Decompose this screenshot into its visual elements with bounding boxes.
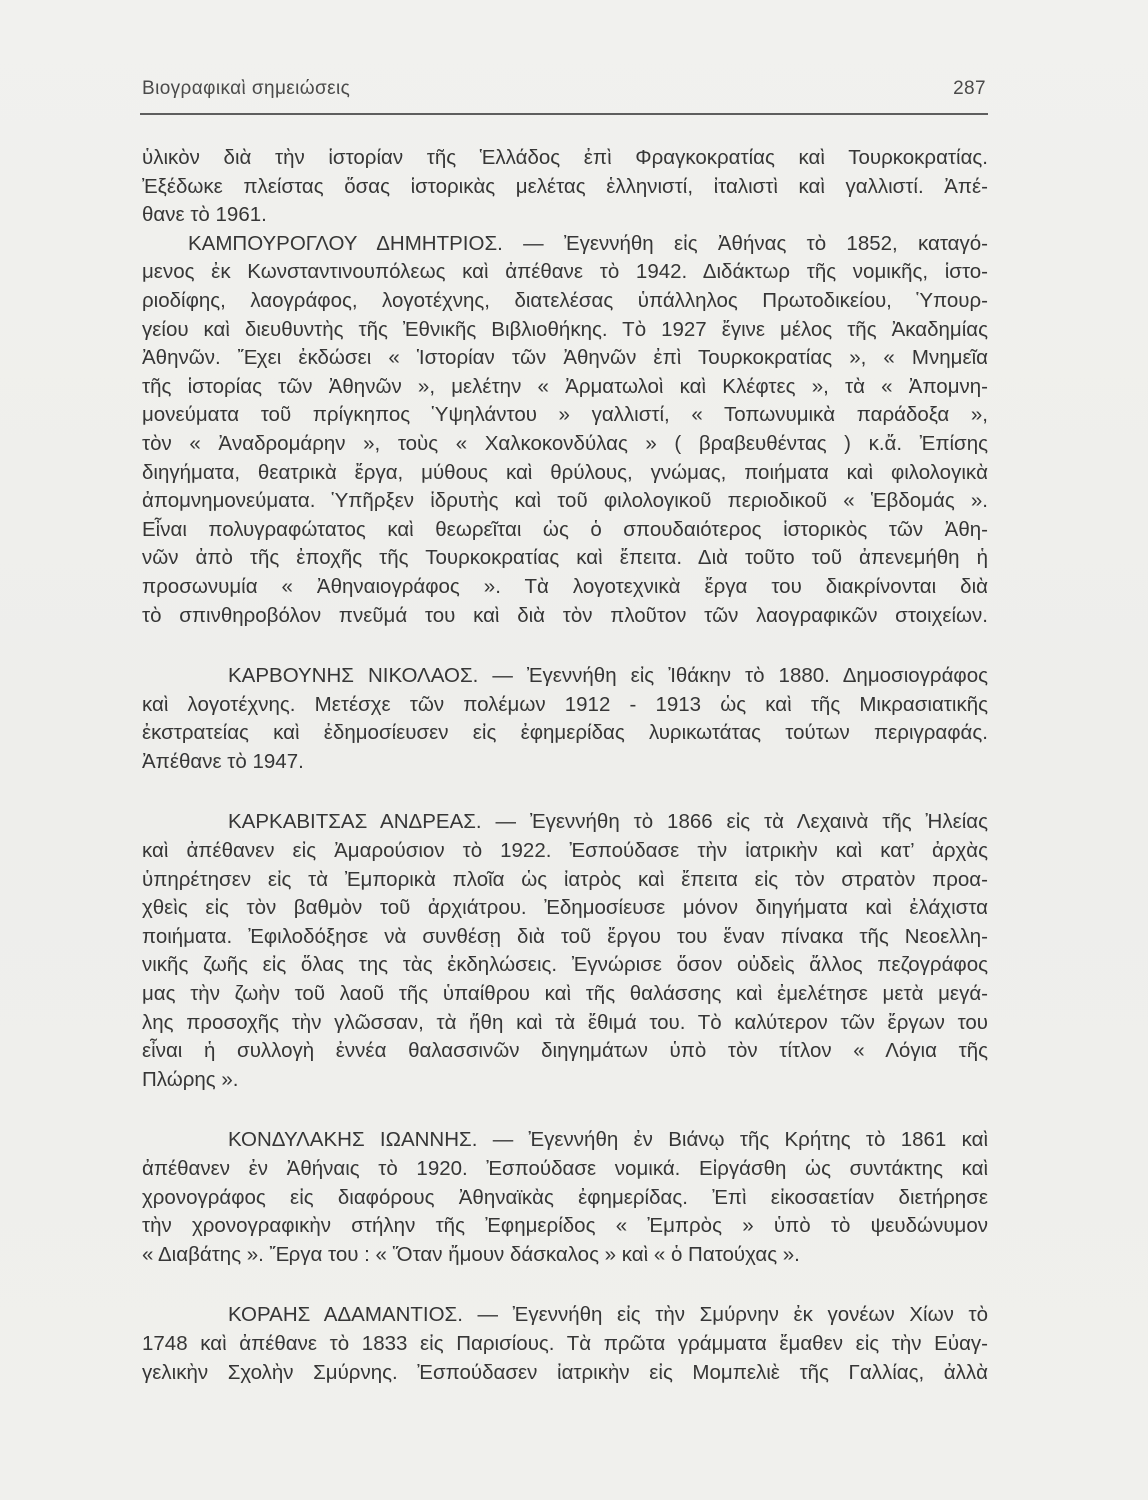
text-line: ὑλικὸν διὰ τὴν ἱστορίαν τῆς Ἑλλάδος ἐπὶ Φραγκοκρατίας καὶ Τουρκοκρατίας.: [142, 146, 988, 169]
page-number: 287: [953, 78, 986, 99]
biography-entry: [142, 662, 988, 776]
running-header: [142, 76, 988, 102]
entry-name: ΚΑΜΠΟΥΡΟΓΛΟΥ ΔΗΜΗΤΡΙΟΣ.: [188, 231, 503, 255]
text-line: [142, 808, 988, 837]
text-line: Πλώρης ».: [142, 1067, 239, 1091]
text-line-rest: — Ἐγεννήθη εἰς Ἰθάκην τὸ 1880. Δημοσιογράφος: [492, 664, 988, 688]
text-line: ὑπηρέτησεν εἰς τὰ Ἐμπορικὰ πλοῖα ὡς ἰατρὸς καὶ ἔπειτα εἰς τὸν στρατὸν προα-: [142, 867, 988, 891]
entry-name: ΚΟΝΔΥΛΑΚΗΣ ΙΩΑΝΝΗΣ.: [228, 1128, 478, 1152]
text-line: [142, 1126, 988, 1155]
text-line: « Διαβάτης ». Ἔργα του : « Ὅταν ἤμουν δάσκαλος » καὶ « ὁ Πατούχας ».: [142, 1242, 800, 1266]
text-line: γείου καὶ διευθυντὴς τῆς Ἐθνικῆς Βιβλιοθήκης. Τὸ 1927 ἔγινε μέλος τῆς Ἀκαδημίας: [142, 317, 988, 341]
text-line: μονεύματα τοῦ πρίγκηπος Ὑψηλάντου » γαλλιστί, « Τοπωνυμικὰ παράδοξα »,: [142, 403, 988, 427]
text-line: Ἐξέδωκε πλείστας ὅσας ἱστορικὰς μελέτας ἑλληνιστί, ἰταλιστὶ καὶ γαλλιστί. Ἀπέ-: [142, 174, 988, 198]
text-line: [142, 230, 988, 259]
text-line: τὸ σπινθηροβόλον πνεῦμά του καὶ διὰ τὸν πλοῦτον τῶν λαογραφικῶν στοιχείων.: [142, 603, 988, 627]
text-line: χθεὶς εἰς τὸν βαθμὸν τοῦ ἀρχιάτρου. Ἐδημοσίευσε μόνον διηγήματα καὶ ἐλάχιστα: [142, 896, 988, 920]
text-line: Ἀπέθανε τὸ 1947.: [142, 749, 304, 773]
text-line: χρονογράφος εἰς διαφόρους Ἀθηναϊκὰς ἐφημερίδας. Ἐπὶ εἰκοσαετίαν διετήρησε: [142, 1185, 988, 1209]
text-line: Ἀθηνῶν. Ἔχει ἐκδώσει « Ἱστορίαν τῶν Ἀθηνῶν ἐπὶ Τουρκοκρατίας », « Μνημεῖα: [142, 346, 988, 370]
text-line: μας τὴν ζωὴν τοῦ λαοῦ τῆς ὑπαίθρου καὶ τῆς θαλάσσης καὶ ἐμελέτησε μετὰ μεγά-: [142, 982, 988, 1006]
text-line-rest: — Ἐγεννήθη ἐν Βιάνῳ τῆς Κρήτης τὸ 1861 καὶ: [492, 1128, 988, 1152]
text-line: μενος ἐκ Κωνσταντινουπόλεως καὶ ἀπέθανε τὸ 1942. Διδάκτωρ τῆς νομικῆς, ἱστο-: [142, 260, 988, 284]
text-line: προσωνυμία « Ἀθηναιογράφος ». Τὰ λογοτεχνικὰ ἔργα του διακρίνονται διὰ: [142, 574, 988, 598]
text-line: [142, 1301, 988, 1330]
running-title: Βιογραφικαὶ σημειώσεις: [142, 78, 351, 99]
text-line: διηγήματα, θεατρικὰ ἔργα, μύθους καὶ θρύλους, γνώμας, ποιήματα καὶ φιλολογικὰ: [142, 460, 988, 484]
text-line-rest: — Ἐγεννήθη εἰς Ἀθήνας τὸ 1852, καταγό-: [523, 231, 989, 255]
text-line: ἐκστρατείας καὶ ἐδημοσίευσεν εἰς ἐφημερίδας λυρικωτάτας τούτων περιγραφάς.: [142, 721, 988, 745]
header-rule: [140, 113, 988, 115]
text-line: εἶναι ἡ συλλογὴ ἐννέα θαλασσινῶν διηγημάτων ὑπὸ τὸν τίτλον « Λόγια τῆς: [142, 1039, 988, 1063]
text-line: 1748 καὶ ἀπέθανε τὸ 1833 εἰς Παρισίους. Τὰ πρῶτα γράμματα ἔμαθεν εἰς τὴν Εὐαγ-: [142, 1331, 988, 1355]
biography-entry: [142, 230, 988, 630]
text-line: καὶ ἀπέθανεν εἰς Ἀμαρούσιον τὸ 1922. Ἐσπούδασε τὴν ἰατρικὴν καὶ κατ’ ἀρχὰς: [142, 839, 988, 863]
text-line-rest: — Ἐγεννήθη τὸ 1866 εἰς τὰ Λεχαινὰ τῆς Ἠλείας: [495, 810, 988, 834]
text-line: [142, 662, 988, 691]
page-body: [142, 144, 988, 1387]
text-line: καὶ λογοτέχνης. Μετέσχε τῶν πολέμων 1912 - 1913 ὡς καὶ τῆς Μικρασιατικῆς: [142, 692, 988, 716]
text-line: τὸν « Ἀναδρομάρην », τοὺς « Χαλκοκονδύλας » ( βραβευθέντας ) κ.ἄ. Ἐπίσης: [142, 431, 988, 455]
entry-name: ΚΑΡΒΟΥΝΗΣ ΝΙΚΟΛΑΟΣ.: [228, 664, 479, 688]
text-line: ἀπομνημονεύματα. Ὑπῆρξεν ἱδρυτὴς καὶ τοῦ φιλολογικοῦ περιοδικοῦ « Ἑβδομάς ».: [142, 489, 988, 513]
text-line: γελικὴν Σχολὴν Σμύρνης. Ἐσπούδασεν ἰατρικὴν εἰς Μομπελιὲ τῆς Γαλλίας, ἀλλὰ: [142, 1360, 988, 1384]
text-line: τὴν χρονογραφικὴν στήλην τῆς Ἐφημερίδος « Ἐμπρὸς » ὑπὸ τὸ ψευδώνυμον: [142, 1214, 988, 1238]
text-line: νικῆς ζωῆς εἰς ὅλας της τὰς ἐκδηλώσεις. Ἐγνώρισε ὅσον οὐδεὶς ἄλλος πεζογράφος: [142, 953, 988, 977]
biography-entry: [142, 144, 988, 230]
text-line: ἀπέθανεν ἐν Ἀθήναις τὸ 1920. Ἐσπούδασε νομικά. Εἰργάσθη ὡς συντάκτης καὶ: [142, 1157, 988, 1180]
text-line: τῆς ἱστορίας τῶν Ἀθηνῶν », μελέτην « Ἀρματωλοὶ καὶ Κλέφτες », τὰ « Ἀπομνη-: [142, 374, 988, 398]
text-line: ριοδίφης, λαογράφος, λογοτέχνης, διατελέσας ὑπάλληλος Πρωτοδικείου, Ὑπουρ-: [142, 288, 988, 312]
biography-entry: [142, 1126, 988, 1269]
text-line: θανε τὸ 1961.: [142, 203, 267, 227]
biography-entry: [142, 1301, 988, 1387]
text-line-rest: — Ἐγεννήθη εἰς τὴν Σμύρνην ἐκ γονέων Χίων τὸ: [477, 1303, 988, 1327]
text-line: νῶν ἀπὸ τῆς ἐποχῆς τῆς Τουρκοκρατίας καὶ ἔπειτα. Διὰ τοῦτο τοῦ ἀπενεμήθη ἡ: [142, 546, 988, 570]
text-line: Εἶναι πολυγραφώτατος καὶ θεωρεῖται ὡς ὁ σπουδαιότερος ἱστορικὸς τῶν Ἀθη-: [142, 517, 988, 541]
entry-name: ΚΑΡΚΑΒΙΤΣΑΣ ΑΝΔΡΕΑΣ.: [228, 810, 482, 834]
text-line: λης προσοχῆς τὴν γλῶσσαν, τὰ ἤθη καὶ τὰ ἔθιμά του. Τὸ καλύτερον τῶν ἔργων του: [142, 1010, 988, 1034]
entry-name: ΚΟΡΑΗΣ ΑΔΑΜΑΝΤΙΟΣ.: [228, 1303, 463, 1327]
biography-entry: [142, 808, 988, 1094]
text-line: ποιήματα. Ἐφιλοδόξησε νὰ συνθέσῃ διὰ τοῦ ἔργου του ἕναν πίνακα τῆς Νεοελλη-: [142, 924, 988, 948]
